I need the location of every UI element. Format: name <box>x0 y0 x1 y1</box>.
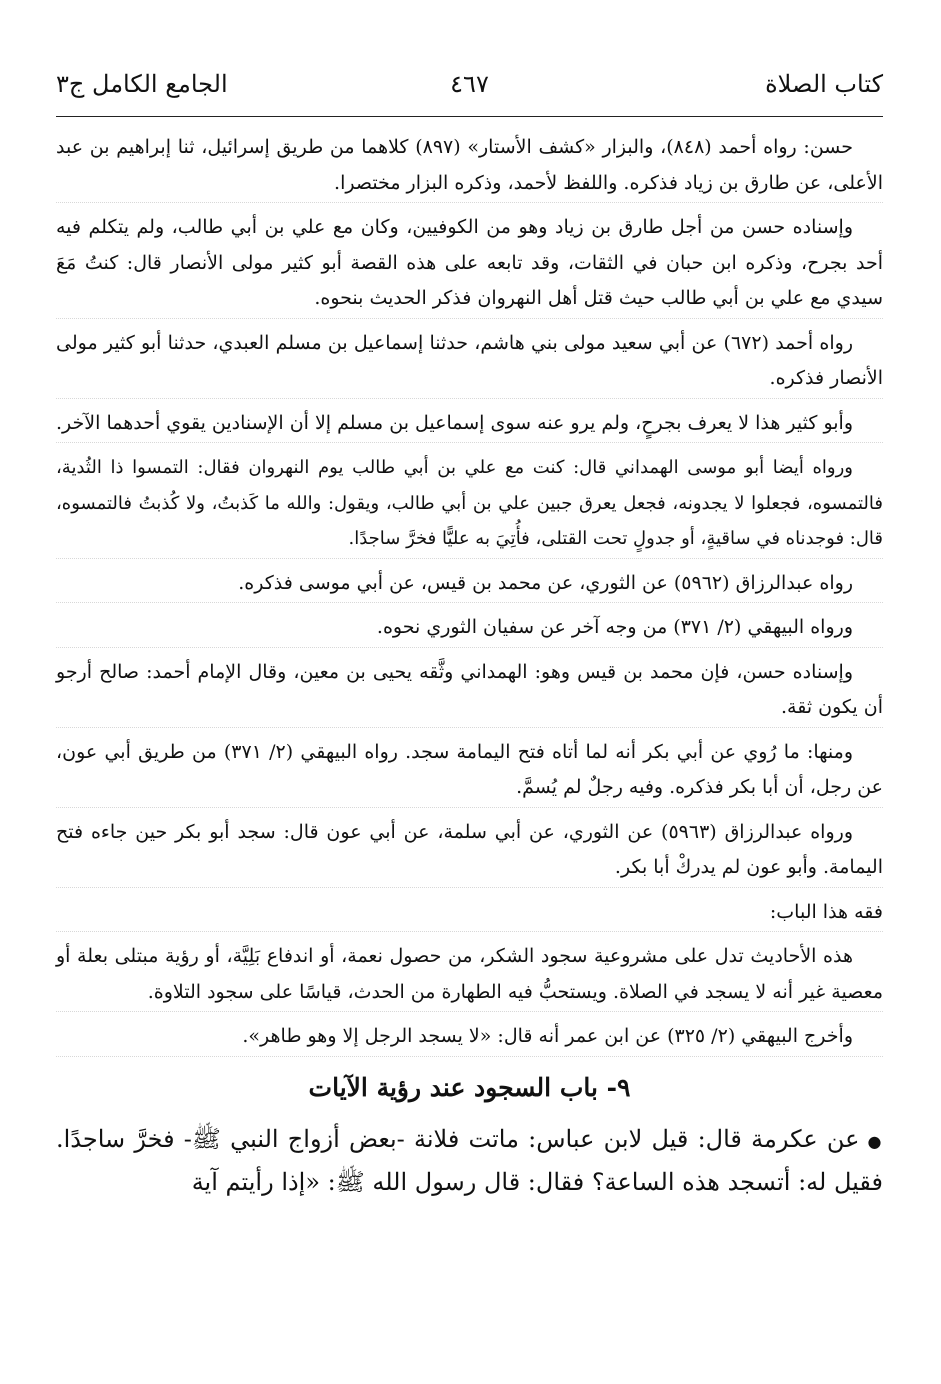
paragraph-7: ورواه البيهقي (٢/ ٣٧١) من وجه آخر عن سفيان الثوري نحوه. <box>56 610 883 648</box>
header-book-title: الجامع الكامل ج٣ <box>56 70 228 98</box>
paragraph-2: وإسناده حسن من أجل طارق بن زياد وهو من الكوفيين، وكان مع علي بن أبي طالب، ولم يتكلم فيه أحد بجرح، وذكره ابن حبان في الثقات، وقد تابعه على هذه القصة أبو كثير مولى الأنصار قال: كنتُ مَعَ سيدي مع علي بن أبي طالب حيث قتل أهل النهروان فذكر الحديث بنحوه. <box>56 210 883 319</box>
fiqh-paragraph-2: وأخرج البيهقي (٢/ ٣٢٥) عن ابن عمر أنه قال: «لا يسجد الرجل إلا وهو طاهر». <box>56 1019 883 1057</box>
fiqh-heading: فقه هذا الباب: <box>56 895 883 933</box>
paragraph-10: ورواه عبدالرزاق (٥٩٦٣) عن الثوري، عن أبي سلمة، عن أبي عون قال: سجد أبو بكر حين جاءه فتح اليمامة. وأبو عون لم يدركْ أبا بكر. <box>56 815 883 888</box>
section-title: ٩- باب السجود عند رؤية الآيات <box>308 1072 631 1102</box>
paragraph-4: وأبو كثير هذا لا يعرف بجرحٍ، ولم يرو عنه سوى إسماعيل بن مسلم إلا أن الإسنادين يقوي أحدهما الآخر. <box>56 406 883 444</box>
page-number: ٤٦٧ <box>450 70 489 98</box>
fiqh-paragraph-1: هذه الأحاديث تدل على مشروعية سجود الشكر، من حصول نعمة، أو اندفاع بَلِيَّة، أو رؤية مبتلى بعلة أو معصية غير أنه لا يسجد في الصلاة. ويستحبُّ فيه الطهارة من الحدث، قياسًا على سجود التلاوة. <box>56 939 883 1012</box>
paragraph-5: ورواه أيضا أبو موسى الهمداني قال: كنت مع علي بن أبي طالب يوم النهروان فقال: التمسوا ذا الثُدية، فالتمسوه، فجعلوا لا يجدونه، فجعل يعرق جبين علي بن أبي طالب، ويقول: والله ما كَذبتُ، ولا كُذبتُ فالتمسوه، قال: فوجدناه في ساقيةٍ، أو جدولٍ تحت القتلى، فأُتِيَ به عليًّا فخرَّ ساجدًا. <box>56 450 883 559</box>
page-header <box>56 70 883 110</box>
bullet-icon: ● <box>867 1131 883 1151</box>
paragraph-9: ومنها: ما رُوي عن أبي بكر أنه لما أتاه فتح اليمامة سجد. رواه البيهقي (٢/ ٣٧١) من طريق أبي عون، عن رجل، أن أبا بكر فذكره. وفيه رجلٌ لم يُسمَّ. <box>56 735 883 808</box>
header-divider <box>56 116 883 117</box>
paragraph-8: وإسناده حسن، فإن محمد بن قيس وهو: الهمداني وثَّقه يحيى بن معين، وقال الإمام أحمد: صالح أرجو أن يكون ثقة. <box>56 655 883 728</box>
paragraph-1: حسن: رواه أحمد (٨٤٨)، والبزار «كشف الأستار» (٨٩٧) كلاهما من طريق إسرائيل، ثنا إبراهيم بن عبد الأعلى، عن طارق بن زياد فذكره. واللفظ لأحمد، وذكره البزار مختصرا. <box>56 130 883 203</box>
paragraph-3: رواه أحمد (٦٧٢) عن أبي سعيد مولى بني هاشم، حدثنا إسماعيل بن مسلم العبدي، حدثنا أبو كثير مولى الأنصار فذكره. <box>56 326 883 399</box>
header-chapter-title: كتاب الصلاة <box>765 70 883 98</box>
page-body <box>56 130 883 1202</box>
hadith-text <box>56 1119 883 1202</box>
hadith-text-body: عن عكرمة قال: قيل لابن عباس: ماتت فلانة -بعض أزواج النبي ﷺ- فخرَّ ساجدًا. فقيل له: أتسجد هذه الساعة؟ فقال: قال رسول الله ﷺ: «إذا رأيتم آية <box>56 1124 883 1196</box>
paragraph-6: رواه عبدالرزاق (٥٩٦٢) عن الثوري، عن محمد بن قيس، عن أبي موسى فذكره. <box>56 566 883 604</box>
